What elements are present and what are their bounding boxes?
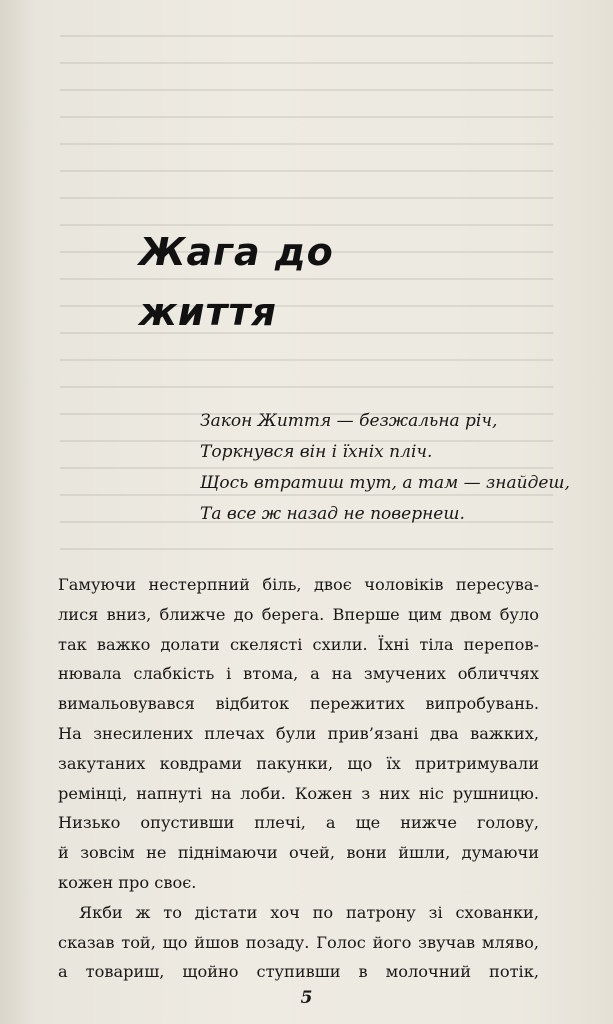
- body-text: [58, 570, 539, 987]
- poem-line: Торкнувся він і їхніх пліч.: [200, 442, 433, 462]
- text-line: й зовсім не піднімаючи очей, вони йшли, думаючи: [58, 843, 539, 863]
- text-line: кожен про своє.: [58, 872, 197, 892]
- text-line: закутаних ковдрами пакунки, що їх притримували: [58, 753, 539, 773]
- chapter-title: Жага до життя: [139, 230, 334, 334]
- text-line: На знесилених плечах були прив’язані два важких,: [58, 723, 539, 743]
- epigraph-poem: [200, 406, 570, 530]
- text-line: так важко долати скелясті схили. Їхні тіла перепов-: [58, 634, 539, 654]
- text-line: сказав той, що йшов позаду. Голос його звучав мляво,: [58, 932, 539, 952]
- poem-line: Щось втратиш тут, а там — знайдеш,: [200, 473, 570, 493]
- text-line: ремінці, напнуті на лоби. Кожен з них ніс рушницю.: [58, 783, 539, 803]
- text-line: лися вниз, ближче до берега. Вперше цим двом було: [58, 604, 539, 624]
- text-line: а товариш, щойно ступивши в молочний потік,: [58, 962, 539, 982]
- text-line: Якби ж то дістати хоч по патрону зі схованки,: [79, 902, 539, 922]
- text-line: вимальовувався відбиток пережитих випробувань.: [58, 694, 539, 714]
- text-line: Низько опустивши плечі, а ще нижче голову,: [58, 813, 539, 833]
- text-line: нювала слабкість і втома, а на змучених обличчях: [58, 664, 539, 684]
- text-line: Гамуючи нестерпний біль, двоє чоловіків пересува-: [58, 575, 539, 594]
- poem-line: Та все ж назад не повернеш.: [200, 504, 465, 524]
- page-number: 5: [300, 988, 313, 1008]
- poem-line: Закон Життя — безжальна річ,: [200, 411, 498, 431]
